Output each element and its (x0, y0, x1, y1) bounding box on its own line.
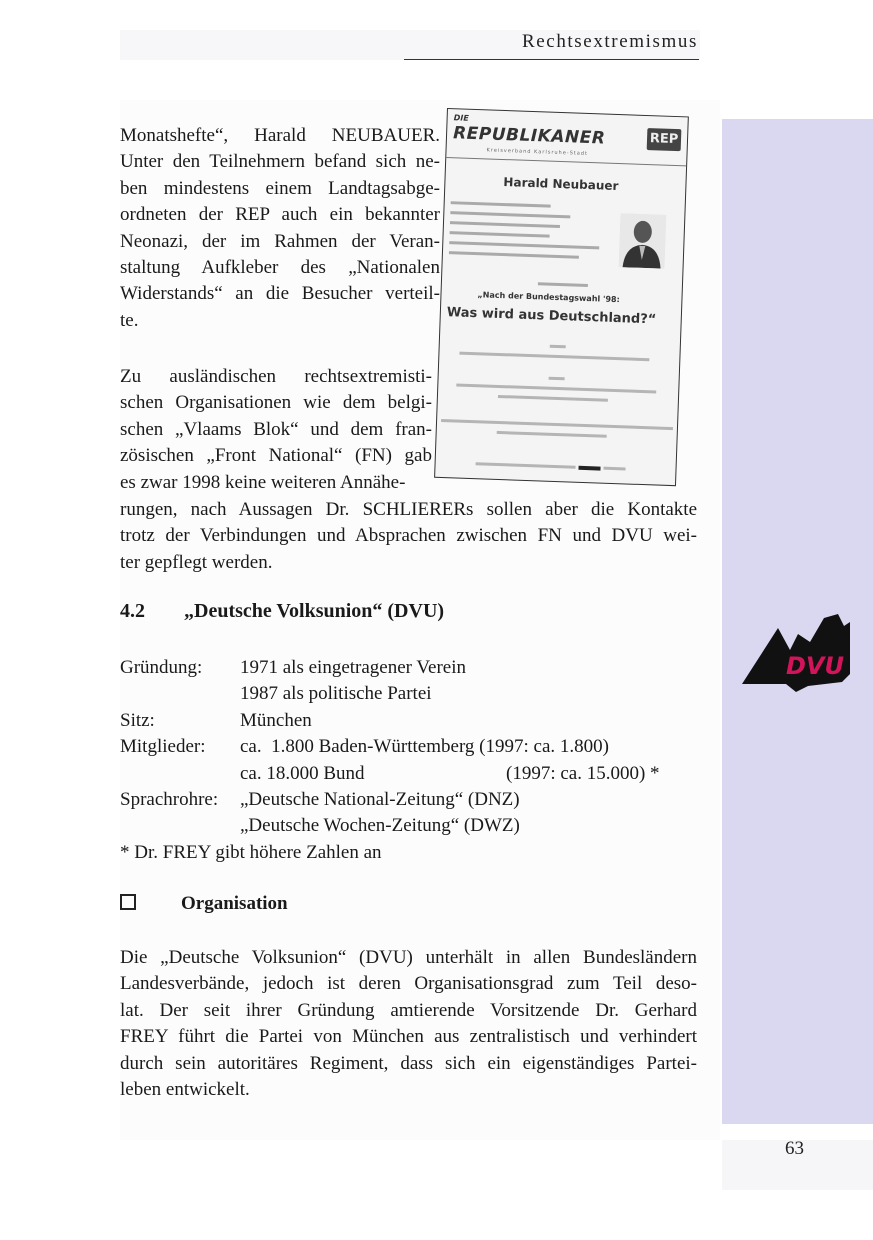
poster-text-line (497, 431, 607, 438)
paragraph-4 (120, 945, 697, 1077)
subsection-heading (120, 893, 288, 915)
fact-footnote: * Dr. FREY gibt höhere Zahlen an (120, 841, 382, 863)
poster-divider (446, 157, 686, 166)
text-line: zösischen „Front National“ (FN) gab (120, 445, 432, 467)
text-line: lat. Der seit ihrer Gründung amtierende Vorsitzende Dr. Gerhard (120, 999, 697, 1021)
dvu-logo-text: DVU (786, 652, 844, 680)
text-line: Widerstands“ an die Besucher verteil- (120, 283, 440, 305)
fact-label: Mitglieder: (120, 736, 206, 758)
text-line: Die „Deutsche Volksunion“ (DVU) unterhält in allen Bundesländern (120, 947, 697, 968)
fact-aside: (1997: ca. 15.000) * (506, 762, 660, 784)
text-line: ben mindestens einem Landtagsabge- (120, 177, 440, 199)
section-number: 4.2 (120, 600, 145, 622)
poster-speaker: Harald Neubauer (503, 175, 619, 194)
poster-text-line (476, 462, 576, 468)
paragraph-3 (120, 497, 697, 550)
poster-subline: Kreisverband Karlsruhe-Stadt (486, 147, 589, 157)
text-line: rungen, nach Aussagen Dr. SCHLIERERs sollen aber die Kontakte (120, 499, 697, 520)
text-line: Landesverbände, jedoch ist deren Organisationsgrad zum Teil deso- (120, 973, 697, 995)
text-line: ter gepflegt werden. (120, 552, 273, 573)
text-line: leben entwickelt. (120, 1079, 250, 1100)
paragraph-1 (120, 123, 440, 334)
fact-value: München (240, 709, 312, 731)
fact-value: „Deutsche Wochen-Zeitung“ (DWZ) (240, 815, 520, 837)
text-line: Neonazi, der im Rahmen der Veran- (120, 230, 440, 252)
text-line: Monatshefte“, Harald NEUBAUER. (120, 125, 440, 146)
text-line: FREY führt die Partei von München aus zentralistisch und verhindert (120, 1026, 697, 1048)
poster-redaction-mark (578, 466, 600, 471)
republikaner-poster-image (434, 108, 689, 486)
portrait-photo-icon (619, 213, 667, 269)
fact-label: Gründung: (120, 657, 203, 678)
poster-text-line (459, 352, 649, 362)
poster-topic-line1: „Nach der Bundestagswahl '98: (477, 290, 620, 305)
poster-text-line (549, 377, 565, 381)
section-title: „Deutsche Volksunion“ (DVU) (184, 600, 445, 622)
poster-text-line (498, 395, 608, 402)
header-rule (404, 59, 699, 60)
poster-text-line (441, 419, 673, 430)
text-line: schen Organisationen wie dem belgi- (120, 392, 432, 414)
poster-brand: REPUBLIKANER (452, 123, 606, 149)
poster-cv-lines (449, 201, 611, 267)
fact-value: 1987 als politische Partei (240, 683, 432, 705)
checkbox-bullet-icon (120, 894, 136, 910)
fact-value: ca. 18.000 Bund (240, 762, 365, 784)
text-line: trotz der Verbindungen und Absprachen zwischen FN und DVU wei- (120, 525, 697, 547)
rep-logo: REP (647, 128, 682, 151)
text-line: Unter den Teilnehmern befand sich ne- (120, 151, 440, 173)
paragraph-2 (120, 364, 432, 470)
fact-value: 1971 als eingetragener Verein (240, 657, 466, 678)
fact-label: Sitz: (120, 709, 155, 731)
poster-die: DIE (453, 113, 469, 123)
fact-label: Sprachrohre: (120, 788, 219, 810)
page-number: 63 (785, 1138, 804, 1159)
text-line: te. (120, 309, 139, 331)
text-line: ordneten der REP auch ein bekannter (120, 204, 440, 226)
dvu-logo-icon (738, 612, 854, 692)
poster-text-line (603, 467, 625, 471)
text-line: durch sein autoritäres Regiment, dass sich ein eigenständiges Partei- (120, 1052, 697, 1074)
subsection-title: Organisation (181, 893, 288, 914)
text-line: schen „Vlaams Blok“ und dem fran- (120, 418, 432, 440)
fact-value: ca. 1.800 Baden-Württemberg (1997: ca. 1.800) (240, 736, 609, 758)
poster-text-line (550, 345, 566, 349)
poster-text-line (456, 383, 656, 393)
running-header: Rechtsextremismus (521, 31, 698, 52)
text-line: es zwar 1998 keine weiteren Annähe- (120, 472, 406, 493)
text-line: Zu ausländischen rechtsextremisti- (120, 366, 432, 387)
text-line: staltung Aufkleber des „Nationalen (120, 257, 440, 279)
section-heading (120, 600, 444, 623)
fact-value: „Deutsche National-Zeitung“ (DNZ) (240, 788, 520, 810)
poster-topic-intro (538, 282, 588, 287)
poster-topic-line2: Was wird aus Deutschland?“ (446, 305, 657, 328)
